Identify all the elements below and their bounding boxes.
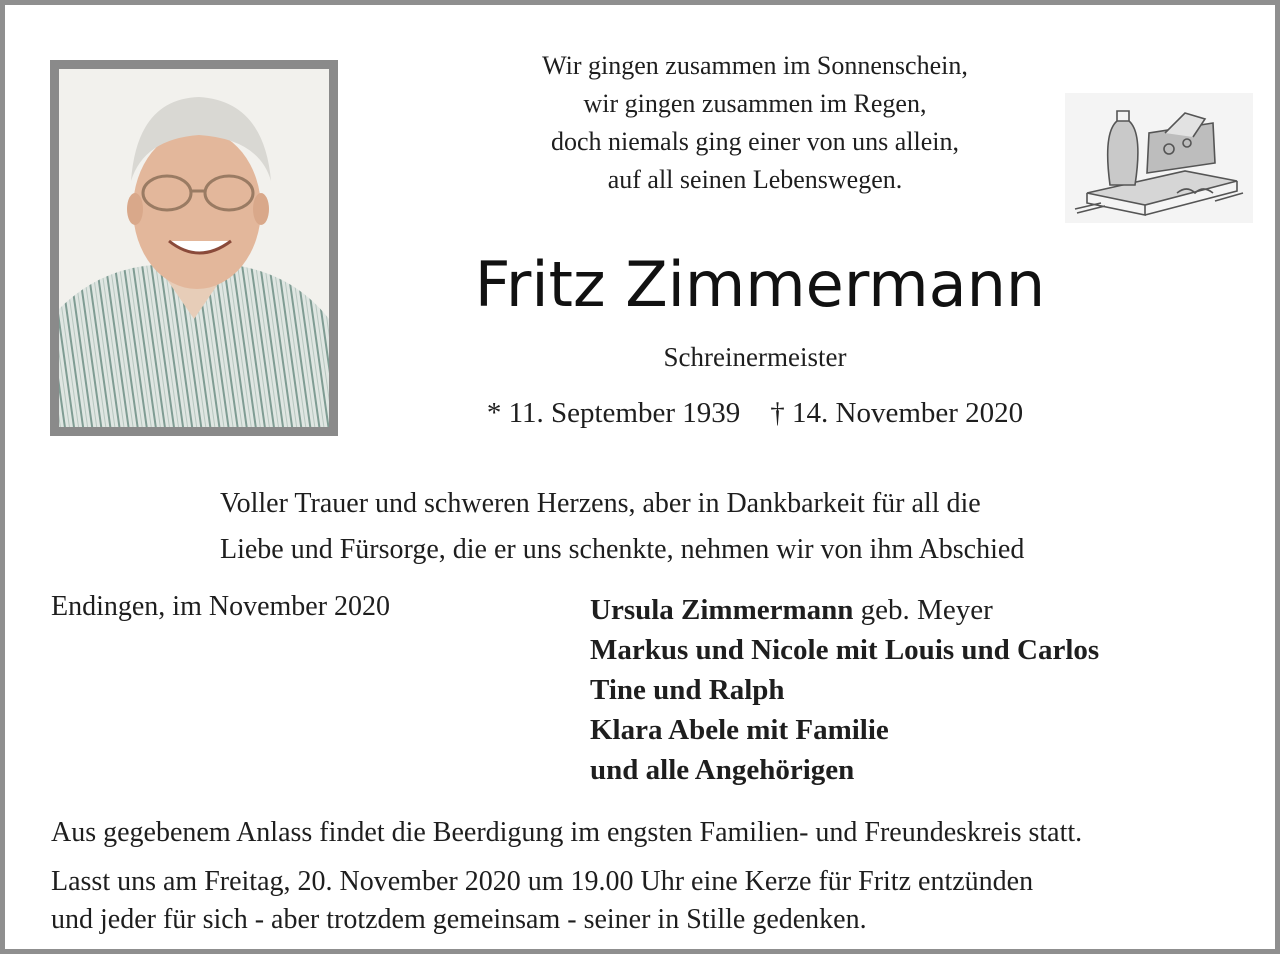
portrait-photo	[50, 60, 338, 436]
mourner-name: Klara Abele mit Familie	[590, 714, 889, 746]
carpenter-tools-icon	[1065, 93, 1253, 223]
mourner-line	[590, 590, 1250, 630]
poem-line: wir gingen zusammen im Regen,	[583, 89, 927, 118]
poem-line: auf all seinen Lebenswegen.	[607, 165, 903, 194]
intro-line: Voller Trauer und schweren Herzens, aber in Dankbarkeit für all die	[220, 488, 981, 519]
deceased-profession: Schreinermeister	[663, 342, 847, 372]
mourner-line	[590, 630, 1250, 670]
intro-line: Liebe und Fürsorge, die er uns schenkte, nehmen wir von ihm Abschied	[220, 534, 1025, 565]
mourner-maiden-name: geb. Meyer	[853, 594, 993, 626]
memorial-poem	[445, 47, 1065, 199]
mourner-name: Tine und Ralph	[590, 674, 785, 706]
deceased-name: Fritz Zimmermann	[474, 248, 1046, 321]
candle-notice	[51, 863, 1261, 939]
death-date: † 14. November 2020	[770, 397, 1024, 429]
mourner-line	[590, 710, 1250, 750]
candle-notice-line: und jeder für sich - aber trotzdem gemeinsam - seiner in Stille gedenken.	[51, 904, 867, 935]
funeral-notice: Aus gegebenem Anlass findet die Beerdigung im engsten Familien- und Freundeskreis statt.	[51, 817, 1083, 848]
life-dates	[405, 393, 1105, 433]
portrait-image	[59, 69, 329, 427]
place-date: Endingen, im November 2020	[51, 591, 391, 622]
mourner-line	[590, 750, 1250, 790]
poem-line: doch niemals ging einer von uns allein,	[551, 127, 959, 156]
mourner-name: Markus und Nicole mit Louis und Carlos	[590, 634, 1100, 666]
mourner-line	[590, 670, 1250, 710]
mourners-list	[590, 590, 1250, 790]
mourner-name: Ursula Zimmermann	[590, 594, 854, 626]
intro-text	[220, 481, 1230, 573]
birth-date: * 11. September 1939	[486, 397, 741, 429]
poem-line: Wir gingen zusammen im Sonnenschein,	[542, 51, 968, 80]
candle-notice-line: Lasst uns am Freitag, 20. November 2020 um 19.00 Uhr eine Kerze für Fritz entzünden	[51, 866, 1034, 897]
mourner-name: und alle Angehörigen	[590, 754, 855, 786]
